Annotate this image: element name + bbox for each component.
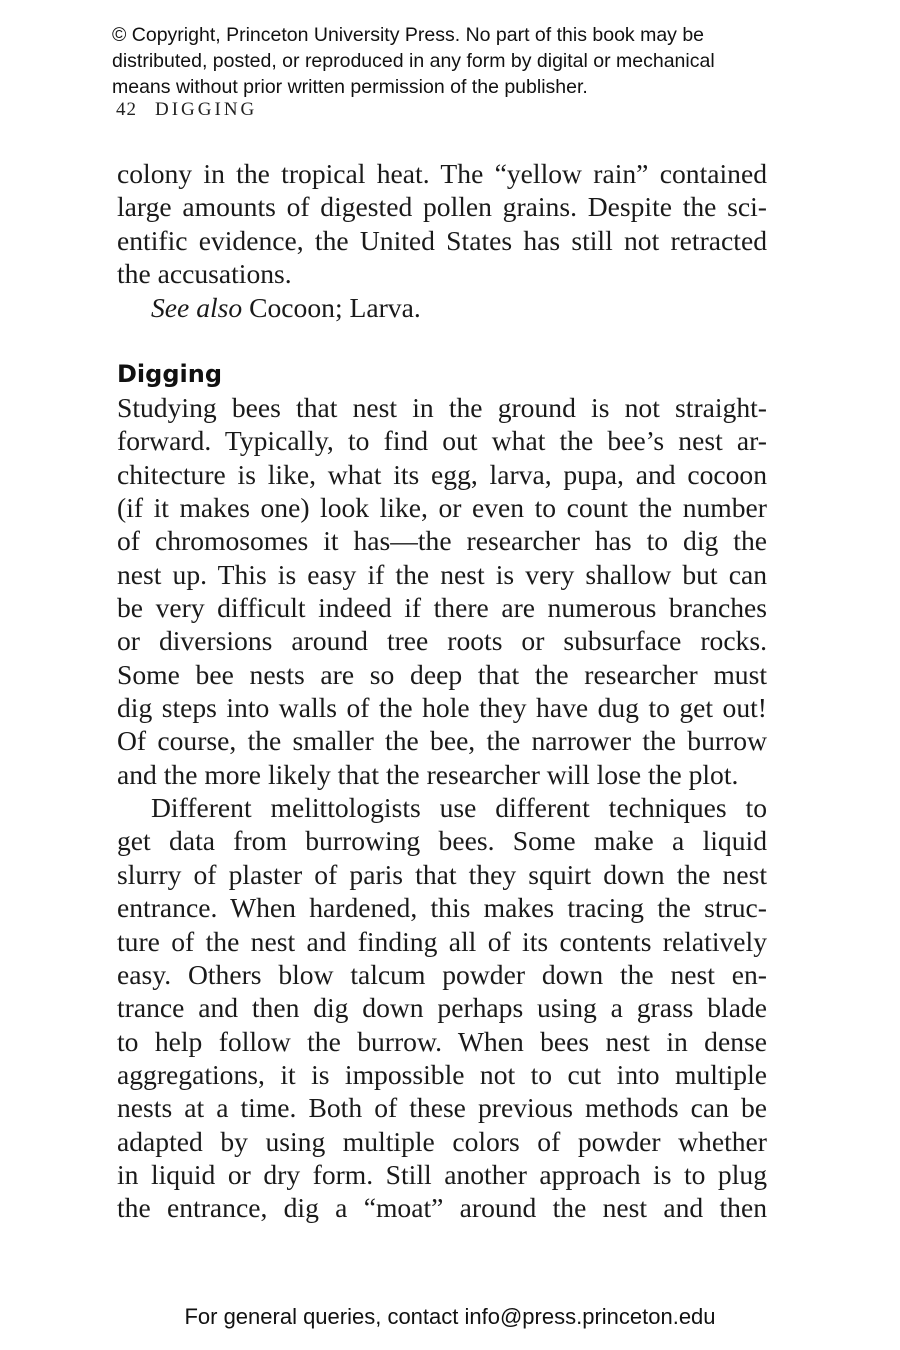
text-line: be very difficult indeed if there are numerous branches — [117, 592, 767, 624]
text-line: aggregations, it is impossible not to cut into multiple — [117, 1058, 767, 1090]
running-head — [116, 99, 257, 121]
text-line: Some bee nests are so deep that the researcher must — [117, 658, 767, 690]
text-line: dig steps into walls of the hole they have dug to get out! — [117, 692, 767, 724]
copyright-line: distributed, posted, or reproduced in any form by digital or mechanical — [112, 50, 715, 72]
text-line: adapted by using multiple colors of powder whether — [117, 1125, 767, 1157]
text-line: of chromosomes it has—the researcher has to dig the — [117, 525, 767, 557]
text-line: nests at a time. Both of these previous methods can be — [117, 1092, 767, 1124]
entry-heading: Digging — [117, 360, 222, 388]
text-line: easy. Others blow talcum powder down the nest en- — [117, 958, 767, 990]
text-line: entrance. When hardened, this makes tracing the struc- — [117, 892, 767, 924]
text-line: the entrance, dig a “moat” around the nest and then — [117, 1192, 767, 1224]
page-number: 42 — [116, 99, 137, 120]
see-also-reference — [151, 291, 421, 324]
entry-body — [117, 391, 767, 1225]
copyright-notice — [112, 22, 812, 100]
see-also-label: See also — [151, 292, 243, 323]
text-line: chitecture is like, what its egg, larva, pupa, and cocoon — [117, 458, 767, 490]
text-line: slurry of plaster of paris that they squirt down the nest — [117, 858, 767, 890]
text-line: forward. Typically, to find out what the bee’s nest ar- — [117, 425, 767, 457]
text-line: nest up. This is easy if the nest is very shallow but can — [117, 558, 767, 590]
text-line: to help follow the burrow. When bees nest in dense — [117, 1025, 767, 1057]
text-line: the accusations. — [117, 258, 292, 290]
footer-contact: For general queries, contact info@press.princeton.edu — [184, 1304, 716, 1329]
text-line: or diversions around tree roots or subsurface rocks. — [117, 625, 767, 657]
text-line: large amounts of digested pollen grains. Despite the sci- — [117, 191, 767, 223]
text-line: Different melittologists use different techniques to — [151, 792, 767, 824]
see-also-targets: Cocoon; Larva. — [242, 292, 421, 323]
text-line: in liquid or dry form. Still another approach is to plug — [117, 1158, 767, 1190]
text-line: (if it makes one) look like, or even to count the number — [117, 492, 767, 524]
text-line: Studying bees that nest in the ground is not straight- — [117, 392, 767, 423]
text-line: colony in the tropical heat. The “yellow rain” contained — [117, 158, 767, 189]
text-line: entific evidence, the United States has still not retracted — [117, 224, 767, 256]
copyright-line: © Copyright, Princeton University Press. No part of this book may be — [112, 24, 705, 46]
running-head-section: DIGGING — [155, 99, 258, 120]
previous-entry-text — [117, 157, 767, 290]
text-line: and the more likely that the researcher will lose the plot. — [117, 758, 739, 790]
text-line: Of course, the smaller the bee, the narrower the burrow — [117, 725, 767, 757]
text-line: get data from burrowing bees. Some make a liquid — [117, 825, 767, 857]
text-line: ture of the nest and finding all of its contents relatively — [117, 925, 767, 957]
text-line: trance and then dig down perhaps using a grass blade — [117, 992, 767, 1024]
copyright-line: means without prior written permission of the publisher. — [112, 76, 588, 98]
